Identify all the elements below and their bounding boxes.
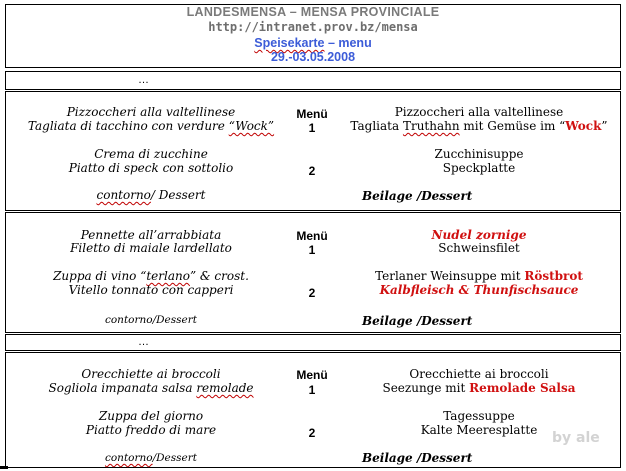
dish-word: Truthahn — [402, 119, 460, 133]
german-dish: Seezunge mit Remolade Salsa — [382, 381, 576, 395]
italian-dish: Filetto di maiale lardellato — [70, 241, 232, 255]
day-block-3 — [5, 352, 621, 468]
german-dish: Terlaner Weinsuppe mit Röstbrot — [375, 269, 583, 283]
menu-label: Menü — [296, 368, 328, 382]
side-dessert: contorno/Dessert — [104, 452, 197, 464]
subtitle-rest: – menu — [324, 36, 372, 50]
menu-number: 2 — [308, 426, 316, 440]
day-block-2 — [5, 212, 621, 333]
menu-header — [5, 4, 621, 68]
beilage-dessert: Beilage /Dessert — [362, 314, 473, 328]
german-dish: Nudel zornige — [431, 228, 527, 242]
italian-dish: Pennette all’arrabbiata — [80, 228, 222, 242]
beilage-dessert: Beilage /Dessert — [362, 451, 473, 465]
menu-number: 2 — [308, 286, 316, 300]
dish-word: remolade — [196, 381, 254, 395]
side-dessert: contorno/Dessert — [104, 314, 197, 326]
header-dates: 29.-03.05.2008 — [270, 50, 356, 64]
header-title: LANDESMENSA – MENSA PROVINCIALE — [186, 5, 440, 19]
separator-row — [5, 334, 621, 351]
italian-dish: Orecchiette ai broccoli — [81, 367, 221, 381]
corner-mark — [0, 466, 8, 469]
separator-ellipsis: … — [138, 74, 149, 86]
german-dish: Orecchiette ai broccoli — [409, 367, 549, 381]
dish-highlight: Röstbrot — [524, 269, 583, 283]
italian-dish: Zuppa di vino “terlano” & crost. — [53, 269, 249, 283]
italian-dish: Tagliata di tacchino con verdure “Wock” — [27, 119, 275, 133]
italian-dish: Crema di zucchine — [94, 147, 208, 161]
beilage-dessert: Beilage /Dessert — [362, 189, 473, 203]
day-block-1 — [5, 91, 621, 211]
dish-highlight: Remolade Salsa — [469, 381, 576, 395]
separator-row — [5, 71, 621, 90]
german-dish: Zucchinisuppe — [434, 147, 524, 161]
german-dish: Tagessuppe — [443, 409, 515, 423]
subtitle-word: Speisekarte — [254, 36, 325, 50]
german-dish: Tagliata Truthahn mit Gemüse im “Wock” — [350, 119, 608, 133]
side-dessert: contorno/ Dessert — [96, 188, 206, 202]
italian-dish: Pizzoccheri alla valtellinese — [66, 105, 236, 119]
menu-label: Menü — [296, 229, 328, 243]
menu-number: 1 — [308, 243, 316, 257]
dish-word: “Wock” — [228, 119, 275, 133]
italian-dish: Piatto freddo di mare — [85, 423, 217, 437]
german-dish: Pizzoccheri alla valtellinese — [394, 105, 564, 119]
separator-ellipsis: … — [138, 336, 149, 348]
german-dish: Schweinsfilet — [438, 241, 520, 255]
italian-dish: Sogliola impanata salsa remolade — [48, 381, 254, 395]
italian-dish: Zuppa del giorno — [98, 409, 204, 423]
italian-dish: Piatto di speck con sottolio — [68, 161, 234, 175]
german-dish: Kalte Meeresplatte — [420, 423, 538, 437]
dish-highlight: Wock — [565, 119, 602, 133]
german-dish: Kalbfleisch & Thunfischsauce — [379, 283, 579, 297]
menu-number: 1 — [308, 121, 316, 135]
german-dish: Speckplatte — [442, 161, 516, 175]
menu-number: 1 — [308, 383, 316, 397]
italian-dish: Vitello tonnato con capperi — [68, 283, 234, 297]
menu-number: 2 — [308, 164, 316, 178]
menu-label: Menü — [296, 107, 328, 121]
header-subtitle — [6, 36, 620, 50]
header-url: http://intranet.prov.bz/mensa — [208, 20, 418, 34]
watermark: by ale — [552, 430, 600, 446]
